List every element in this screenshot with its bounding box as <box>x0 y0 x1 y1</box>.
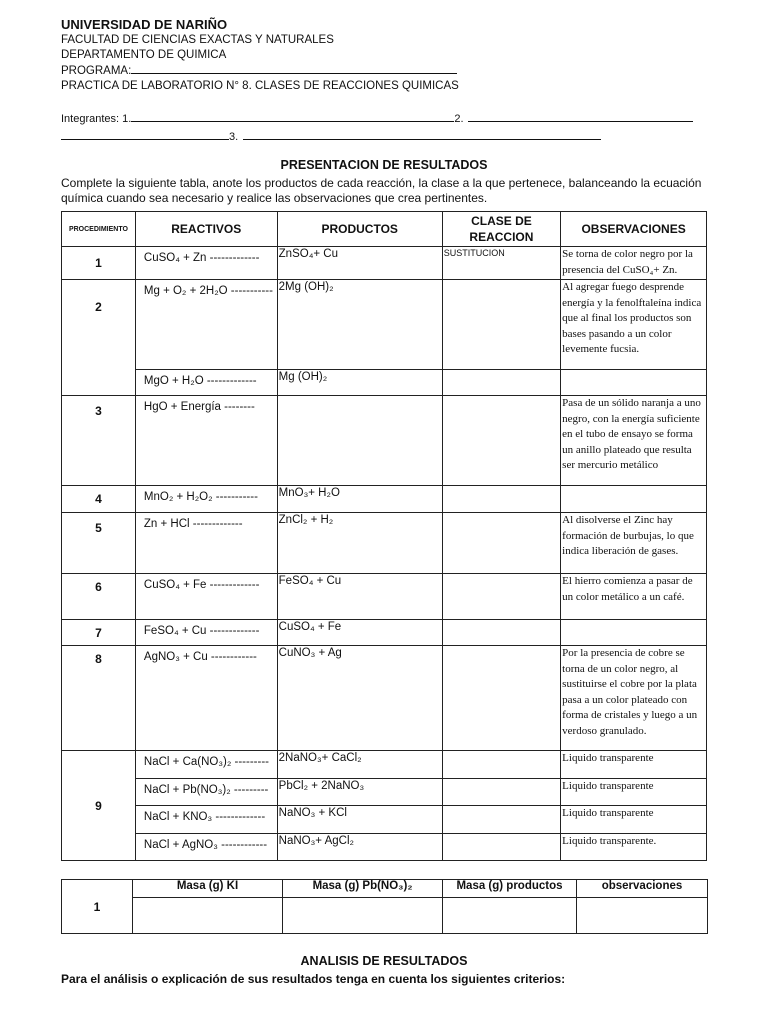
table-row <box>62 834 707 861</box>
table-row <box>62 396 707 486</box>
clase-cell[interactable] <box>442 396 560 486</box>
productos-cell[interactable]: Mg (OH)₂ <box>277 370 442 396</box>
table-row <box>62 806 707 834</box>
masa-ki-cell[interactable] <box>133 898 283 934</box>
reactivos-cell: CuSO₄ + Fe ------------- <box>135 574 277 620</box>
row-number: 9 <box>62 751 136 861</box>
reactivos-cell: FeSO₄ + Cu ------------- <box>135 620 277 646</box>
document-header <box>61 16 459 93</box>
header-procedimiento: PROCEDIMIENTO <box>62 212 136 247</box>
mass-table <box>61 879 708 934</box>
university-name: UNIVERSIDAD DE NARIÑO <box>61 17 228 32</box>
productos-cell[interactable]: NaNO₃ + KCl <box>277 806 442 834</box>
table-row <box>62 779 707 806</box>
observaciones-cell[interactable]: Liquido transparente <box>561 779 707 806</box>
reactivos-cell: Zn + HCl ------------- <box>135 513 277 574</box>
mass-header-row <box>62 880 708 898</box>
integrante-2-label: 2. <box>454 113 464 125</box>
table-row <box>62 247 707 280</box>
header-masa-ki: Masa (g) KI <box>133 880 283 898</box>
row-number: 3 <box>62 396 136 486</box>
observaciones-cell[interactable]: El hierro comienza a pasar de un color metálico a un café. <box>561 574 707 620</box>
clase-cell[interactable] <box>442 574 560 620</box>
table-row <box>62 751 707 779</box>
clase-cell[interactable] <box>442 646 560 751</box>
clase-cell[interactable] <box>442 834 560 861</box>
results-title: PRESENTACION DE RESULTADOS <box>280 158 488 172</box>
masa-pbno3-cell[interactable] <box>283 898 443 934</box>
clase-cell[interactable] <box>442 620 560 646</box>
observaciones-cell[interactable]: Al agregar fuego desprende energía y la fenolftaleína indica que al final los productos son bases pasando a un color levemente fucsia. <box>561 280 707 370</box>
integrantes-label: Integrantes: 1. <box>61 113 132 125</box>
integrante-3-label: 3. <box>229 131 239 143</box>
observaciones-cell[interactable]: Liquido transparente <box>561 751 707 779</box>
reactivos-cell: NaCl + KNO₃ ------------- <box>135 806 277 834</box>
instructions-text: Complete la siguiente tabla, anote los productos de cada reacción, la clase a la que pertenece, balanceando la ecuación química cuando sea necesario y realice las observaciones que crea pertinentes. <box>61 176 702 205</box>
productos-cell[interactable]: 2Mg (OH)₂ <box>277 280 442 370</box>
clase-cell[interactable] <box>442 806 560 834</box>
table-header-row <box>62 212 707 247</box>
mass-row-number: 1 <box>62 880 133 934</box>
results-table <box>61 211 707 861</box>
integrante-continuation-blank[interactable] <box>61 128 229 140</box>
table-row <box>62 370 707 396</box>
department-name: DEPARTAMENTO DE QUIMICA <box>61 48 227 61</box>
mass-data-row <box>62 898 708 934</box>
row-number: 6 <box>62 574 136 620</box>
clase-cell[interactable] <box>442 751 560 779</box>
program-blank[interactable] <box>131 62 457 74</box>
observaciones-cell[interactable]: Pasa de un sólido naranja a uno negro, con la energía suficiente en el tubo de ensayo se forma un anillo plateado que resulta ser mercurio metálico <box>561 396 707 486</box>
observaciones-cell[interactable]: Por la presencia de cobre se torna de un color negro, al sustituirse el cobre por la plata pasa a un color plateado con forma de cristales y luego a un verdoso granulado. <box>561 646 707 751</box>
reactivos-cell: NaCl + Ca(NO₃)₂ --------- <box>135 751 277 779</box>
table-row <box>62 280 707 370</box>
reactivos-cell: HgO + Energía -------- <box>135 396 277 486</box>
reactivos-cell: MgO + H₂O ------------- <box>135 370 277 396</box>
header-masa-productos: Masa (g) productos <box>443 880 577 898</box>
header-productos: PRODUCTOS <box>277 212 442 247</box>
productos-cell[interactable]: ZnSO₄+ Cu <box>277 247 442 280</box>
productos-cell[interactable]: MnO₃+ H₂O <box>277 486 442 513</box>
observaciones-cell[interactable]: Liquido transparente. <box>561 834 707 861</box>
masa-productos-cell[interactable] <box>443 898 577 934</box>
productos-cell[interactable]: 2NaNO₃+ CaCl₂ <box>277 751 442 779</box>
practice-title: PRACTICA DE LABORATORIO N° 8. CLASES DE REACCIONES QUIMICAS <box>61 79 459 92</box>
observaciones-cell[interactable]: Se torna de color negro por la presencia del CuSO₄+ Zn. <box>561 247 707 280</box>
reactivos-cell: AgNO₃ + Cu ------------ <box>135 646 277 751</box>
row-number: 1 <box>62 247 136 280</box>
header-reactivos: REACTIVOS <box>135 212 277 247</box>
observaciones-cell[interactable] <box>561 620 707 646</box>
table-row <box>62 574 707 620</box>
row-number: 7 <box>62 620 136 646</box>
header-clase: CLASE DE REACCION <box>442 212 560 247</box>
program-label: PROGRAMA: <box>61 65 132 77</box>
reactivos-cell: MnO₂ + H₂O₂ ----------- <box>135 486 277 513</box>
row-number: 5 <box>62 513 136 574</box>
productos-cell[interactable] <box>277 396 442 486</box>
integrante-3-blank[interactable] <box>243 128 601 140</box>
productos-cell[interactable]: FeSO₄ + Cu <box>277 574 442 620</box>
clase-cell[interactable] <box>442 513 560 574</box>
table-row <box>62 486 707 513</box>
observaciones-cell[interactable] <box>561 370 707 396</box>
row-number: 4 <box>62 486 136 513</box>
productos-cell[interactable]: PbCl₂ + 2NaNO₃ <box>277 779 442 806</box>
reactivos-cell: Mg + O₂ + 2H₂O ----------- <box>135 280 277 370</box>
clase-cell[interactable] <box>442 779 560 806</box>
productos-cell[interactable]: NaNO₃+ AgCl₂ <box>277 834 442 861</box>
faculty-name: FACULTAD DE CIENCIAS EXACTAS Y NATURALES <box>61 34 334 46</box>
table-row <box>62 620 707 646</box>
table-row <box>62 513 707 574</box>
observaciones-cell[interactable] <box>561 486 707 513</box>
header-masa-pbno3: Masa (g) Pb(NO₃)₂ <box>283 880 443 898</box>
clase-cell[interactable]: SUSTITUCION <box>442 247 560 280</box>
productos-cell[interactable]: CuNO₃ + Ag <box>277 646 442 751</box>
row-number: 8 <box>62 646 136 751</box>
header-observaciones: observaciones <box>577 880 708 898</box>
integrante-2-blank[interactable] <box>468 110 693 122</box>
clase-cell[interactable] <box>442 370 560 396</box>
reactivos-cell: CuSO₄ + Zn ------------- <box>135 247 277 280</box>
analisis-text: Para el análisis o explicación de sus resultados tenga en cuenta los siguientes criterios: <box>61 972 566 986</box>
productos-cell[interactable]: ZnCl₂ + H₂ <box>277 513 442 574</box>
program-line <box>61 62 459 79</box>
integrante-1-blank[interactable] <box>131 110 454 122</box>
analisis-title: ANALISIS DE RESULTADOS <box>300 954 468 968</box>
reactivos-cell: NaCl + AgNO₃ ------------ <box>135 834 277 861</box>
productos-cell[interactable]: CuSO₄ + Fe <box>277 620 442 646</box>
observaciones-cell[interactable]: Liquido transparente <box>561 806 707 834</box>
table-row <box>62 646 707 751</box>
clase-cell[interactable] <box>442 486 560 513</box>
mass-observaciones-cell[interactable] <box>577 898 708 934</box>
integrantes-block <box>61 110 701 146</box>
header-observaciones: OBSERVACIONES <box>561 212 707 247</box>
reactivos-cell: NaCl + Pb(NO₃)₂ --------- <box>135 779 277 806</box>
observaciones-cell[interactable]: Al disolverse el Zinc hay formación de burbujas, lo que indica liberación de gases. <box>561 513 707 574</box>
row-number: 2 <box>62 280 136 396</box>
clase-cell[interactable] <box>442 280 560 370</box>
